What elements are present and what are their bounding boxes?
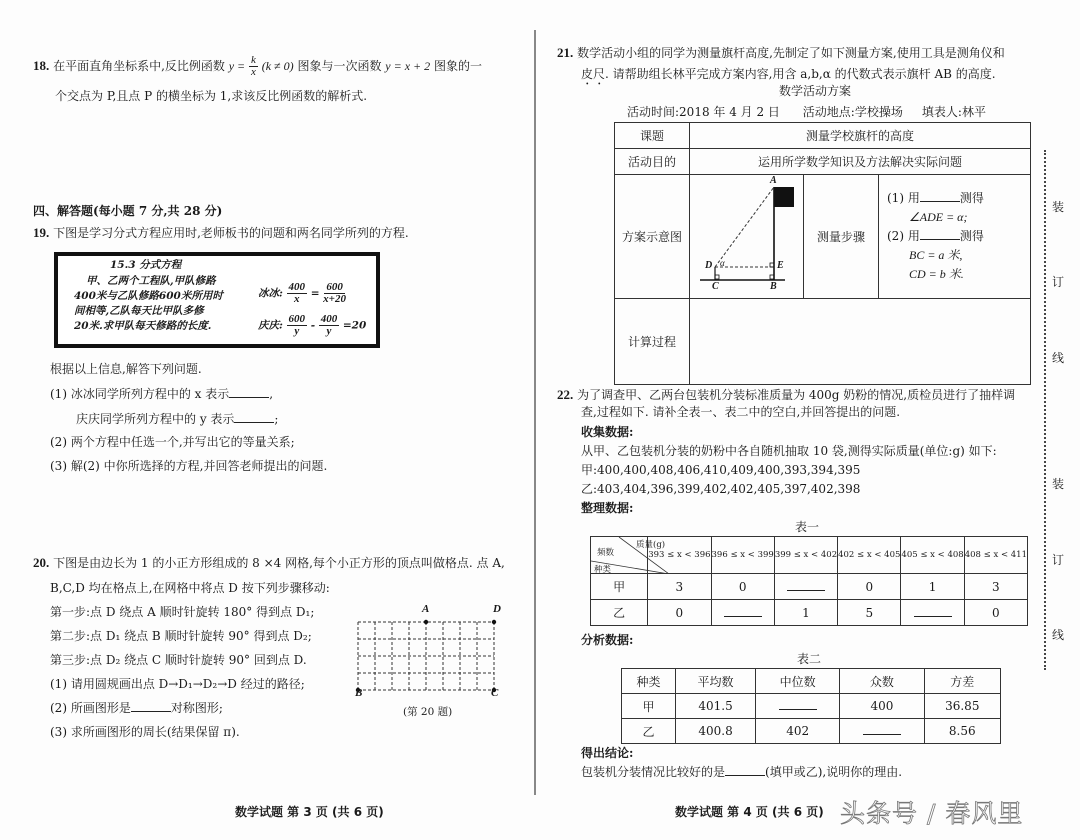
table1-corner-cell: 质量(g) 频数 种类 [591,537,648,574]
answer-blank[interactable] [920,190,960,202]
q20-sub1: (1) 请用圆规画出点 D→D₁→D₂→D 经过的路径; [50,677,305,691]
conclude-text: 包装机分装情况比较好的是 (填甲或乙),说明你的理由. [581,765,903,779]
board-heading: 15.3 分式方程 [110,259,182,271]
q18-line1: 18. 在平面直角坐标系中,反比例函数 y = $\frac{k}{x}$ (k ≠ 0) 图象与一次函数 y = x + 2 图象的一 [33,54,482,78]
frequency-table: 质量(g) 频数 种类 393 ≤ x < 396 396 ≤ x < 399 399 ≤ x < 402 402 ≤ x < 405 405 ≤ x < 408 408 ≤ x < 411 甲 3 0 0 1 3 乙 0 1 5 0 [590,536,1028,626]
bingbing-equation: 冰冰: $\frac{400}{x}$ = $\frac{600}{x+20}$ [258,281,346,305]
binding-line [1044,150,1046,670]
q22-line2: 查,过程如下. 请补全表一、表二中的空白,并回答提出的问题. [581,405,901,419]
q20-step3: 第三步:点 D₂ 绕点 C 顺时针旋转 90° 回到点 D. [50,653,307,667]
organize-title: 整理数据: [581,501,634,515]
diagram-label: 方案示意图 [615,175,690,299]
collect-desc: 从甲、乙包装机分装的奶粉中各自随机抽取 10 袋,测得实际质量(单位:g) 如下: [581,444,997,458]
table-row: 乙 0 1 5 0 [591,600,1028,626]
table-row: 甲 401.5 400 36.85 [622,694,1001,719]
flagpole-diagram-icon [690,175,803,295]
q19-sub1a: (1) 冰冰同学所列方程中的 x 表示 , [50,387,274,401]
topic-label: 课题 [615,123,690,149]
purpose-value: 运用所学数学知识及方法解决实际问题 [690,149,1031,175]
answer-blank-cell[interactable] [901,600,964,626]
qingqing-equation: 庆庆: $\frac{600}{y}$ - $\frac{400}{y}$ =20 [258,313,367,337]
q19-intro: 19. 下图是学习分式方程应用时,老师板书的问题和两名同学所列的方程. [33,225,409,240]
q20-line2: B,C,D 均在格点上,在网格中将点 D 按下列步骤移动: [50,581,330,595]
q22-line1: 22. 为了调查甲、乙两台包装机分装标准质量为 400g 奶粉的情况,质检员进行了抽样调 [557,387,1016,402]
q20-line1: 20. 下图是由边长为 1 的小正方形组成的 8 ×4 网格,每个小正方形的顶点叫做格点. 点 A, [33,555,505,570]
q19-sub1b: 庆庆同学所列方程中的 y 表示 ; [76,412,279,426]
watermark: 头条号 / 春风里 [840,799,1024,828]
jia-data: 甲:400,400,408,406,410,409,400,393,394,395 [581,463,861,477]
q18-line2: 个交点为 P,且点 P 的横坐标为 1,求该反比例函数的解析式. [55,89,368,103]
q21-line2: 皮尺. 请帮助组长林平完成方案内容,用含 a,b,α 的代数式表示旗杆 AB 的高度. [581,67,996,81]
page-divider [534,30,536,795]
grid-figure [355,603,515,723]
purpose-label: 活动目的 [615,149,690,175]
fraction-k-over-x: $\frac{k}{x}$ [251,54,256,78]
table2-title: 表二 [797,652,822,666]
answer-blank-cell[interactable] [756,694,840,719]
plan-meta: 活动时间:2018 年 4 月 2 日 活动地点:学校操场 填表人:林平 [627,105,986,119]
flagpole-diagram: A D α E C B [690,175,804,299]
section-heading: 四、解答题(每小题 7 分,共 28 分) [33,204,223,218]
figure-caption: (第 20 题) [403,706,453,718]
q20-sub2: (2) 所画图形是 对称图形; [50,701,223,715]
answer-blank-cell[interactable] [774,574,837,600]
q20-sub3: (3) 求所画图形的周长(结果保留 π). [50,725,240,739]
answer-blank-cell[interactable] [711,600,774,626]
point-b-label: B [355,687,363,699]
table-row: 甲 3 0 0 1 3 [591,574,1028,600]
q20-step2: 第二步:点 D₁ 绕点 B 顺时针旋转 90° 得到点 D₂; [50,629,312,643]
calc-label: 计算过程 [615,299,690,385]
answer-blank[interactable] [920,228,960,240]
answer-blank[interactable] [131,700,171,712]
q21-line1: 21. 数学活动小组的同学为测量旗杆高度,先制定了如下测量方案,使用工具是测角仪和 [557,45,1005,60]
statistics-table: 种类 平均数 中位数 众数 方差 甲 401.5 400 36.85 乙 400.8 402 8.56 [621,668,1001,744]
analyze-title: 分析数据: [581,633,634,647]
yi-data: 乙:403,404,396,399,402,402,405,397,402,398 [581,482,861,496]
answer-blank[interactable] [725,764,765,776]
topic-value: 测量学校旗杆的高度 [690,123,1031,149]
point-d-label: D [493,603,501,615]
q19-prompt: 根据以上信息,解答下列问题. [50,362,202,376]
plan-title: 数学活动方案 [779,84,852,98]
page-footer-right: 数学试题 第 4 页 (共 6 页) [675,805,824,819]
activity-plan-table [614,122,1031,385]
page-footer-left: 数学试题 第 3 页 (共 6 页) [235,805,384,819]
answer-blank[interactable] [229,386,269,398]
steps-content: (1) 用 测得 ∠ADE = α; (2) 用 测得 BC = a 米, CD = b 米. [879,175,1031,299]
steps-label: 测量步骤 [804,175,879,299]
calc-answer-area[interactable] [690,299,1031,385]
answer-blank-cell[interactable] [840,719,924,744]
collect-title: 收集数据: [581,425,634,439]
answer-blank[interactable] [234,411,274,423]
q19-sub3: (3) 解(2) 中你所选择的方程,并回答老师提出的问题. [50,459,328,473]
q19-sub2: (2) 两个方程中任选一个,并写出它的等量关系; [50,435,295,449]
blackboard-figure: 15.3 分式方程 甲、乙两个工程队,甲队修路 400米与乙队修路600米所用时 间相等,乙队每天比甲队多修 20米.求甲队每天修路的长度. 冰冰: $\frac{400}{x}$ = $\frac{600}{x+20}$ 庆庆: $\frac{600}{y}$ - $\frac{400}{y}$ =20 [54,252,380,348]
table1-title: 表一 [795,520,820,534]
point-c-label: C [491,687,499,699]
table-row: 乙 400.8 402 8.56 [622,719,1001,744]
conclude-title: 得出结论: [581,746,634,760]
point-a-label: A [422,603,430,615]
q20-step1: 第一步:点 D 绕点 A 顺时针旋转 180° 得到点 D₁; [50,605,315,619]
